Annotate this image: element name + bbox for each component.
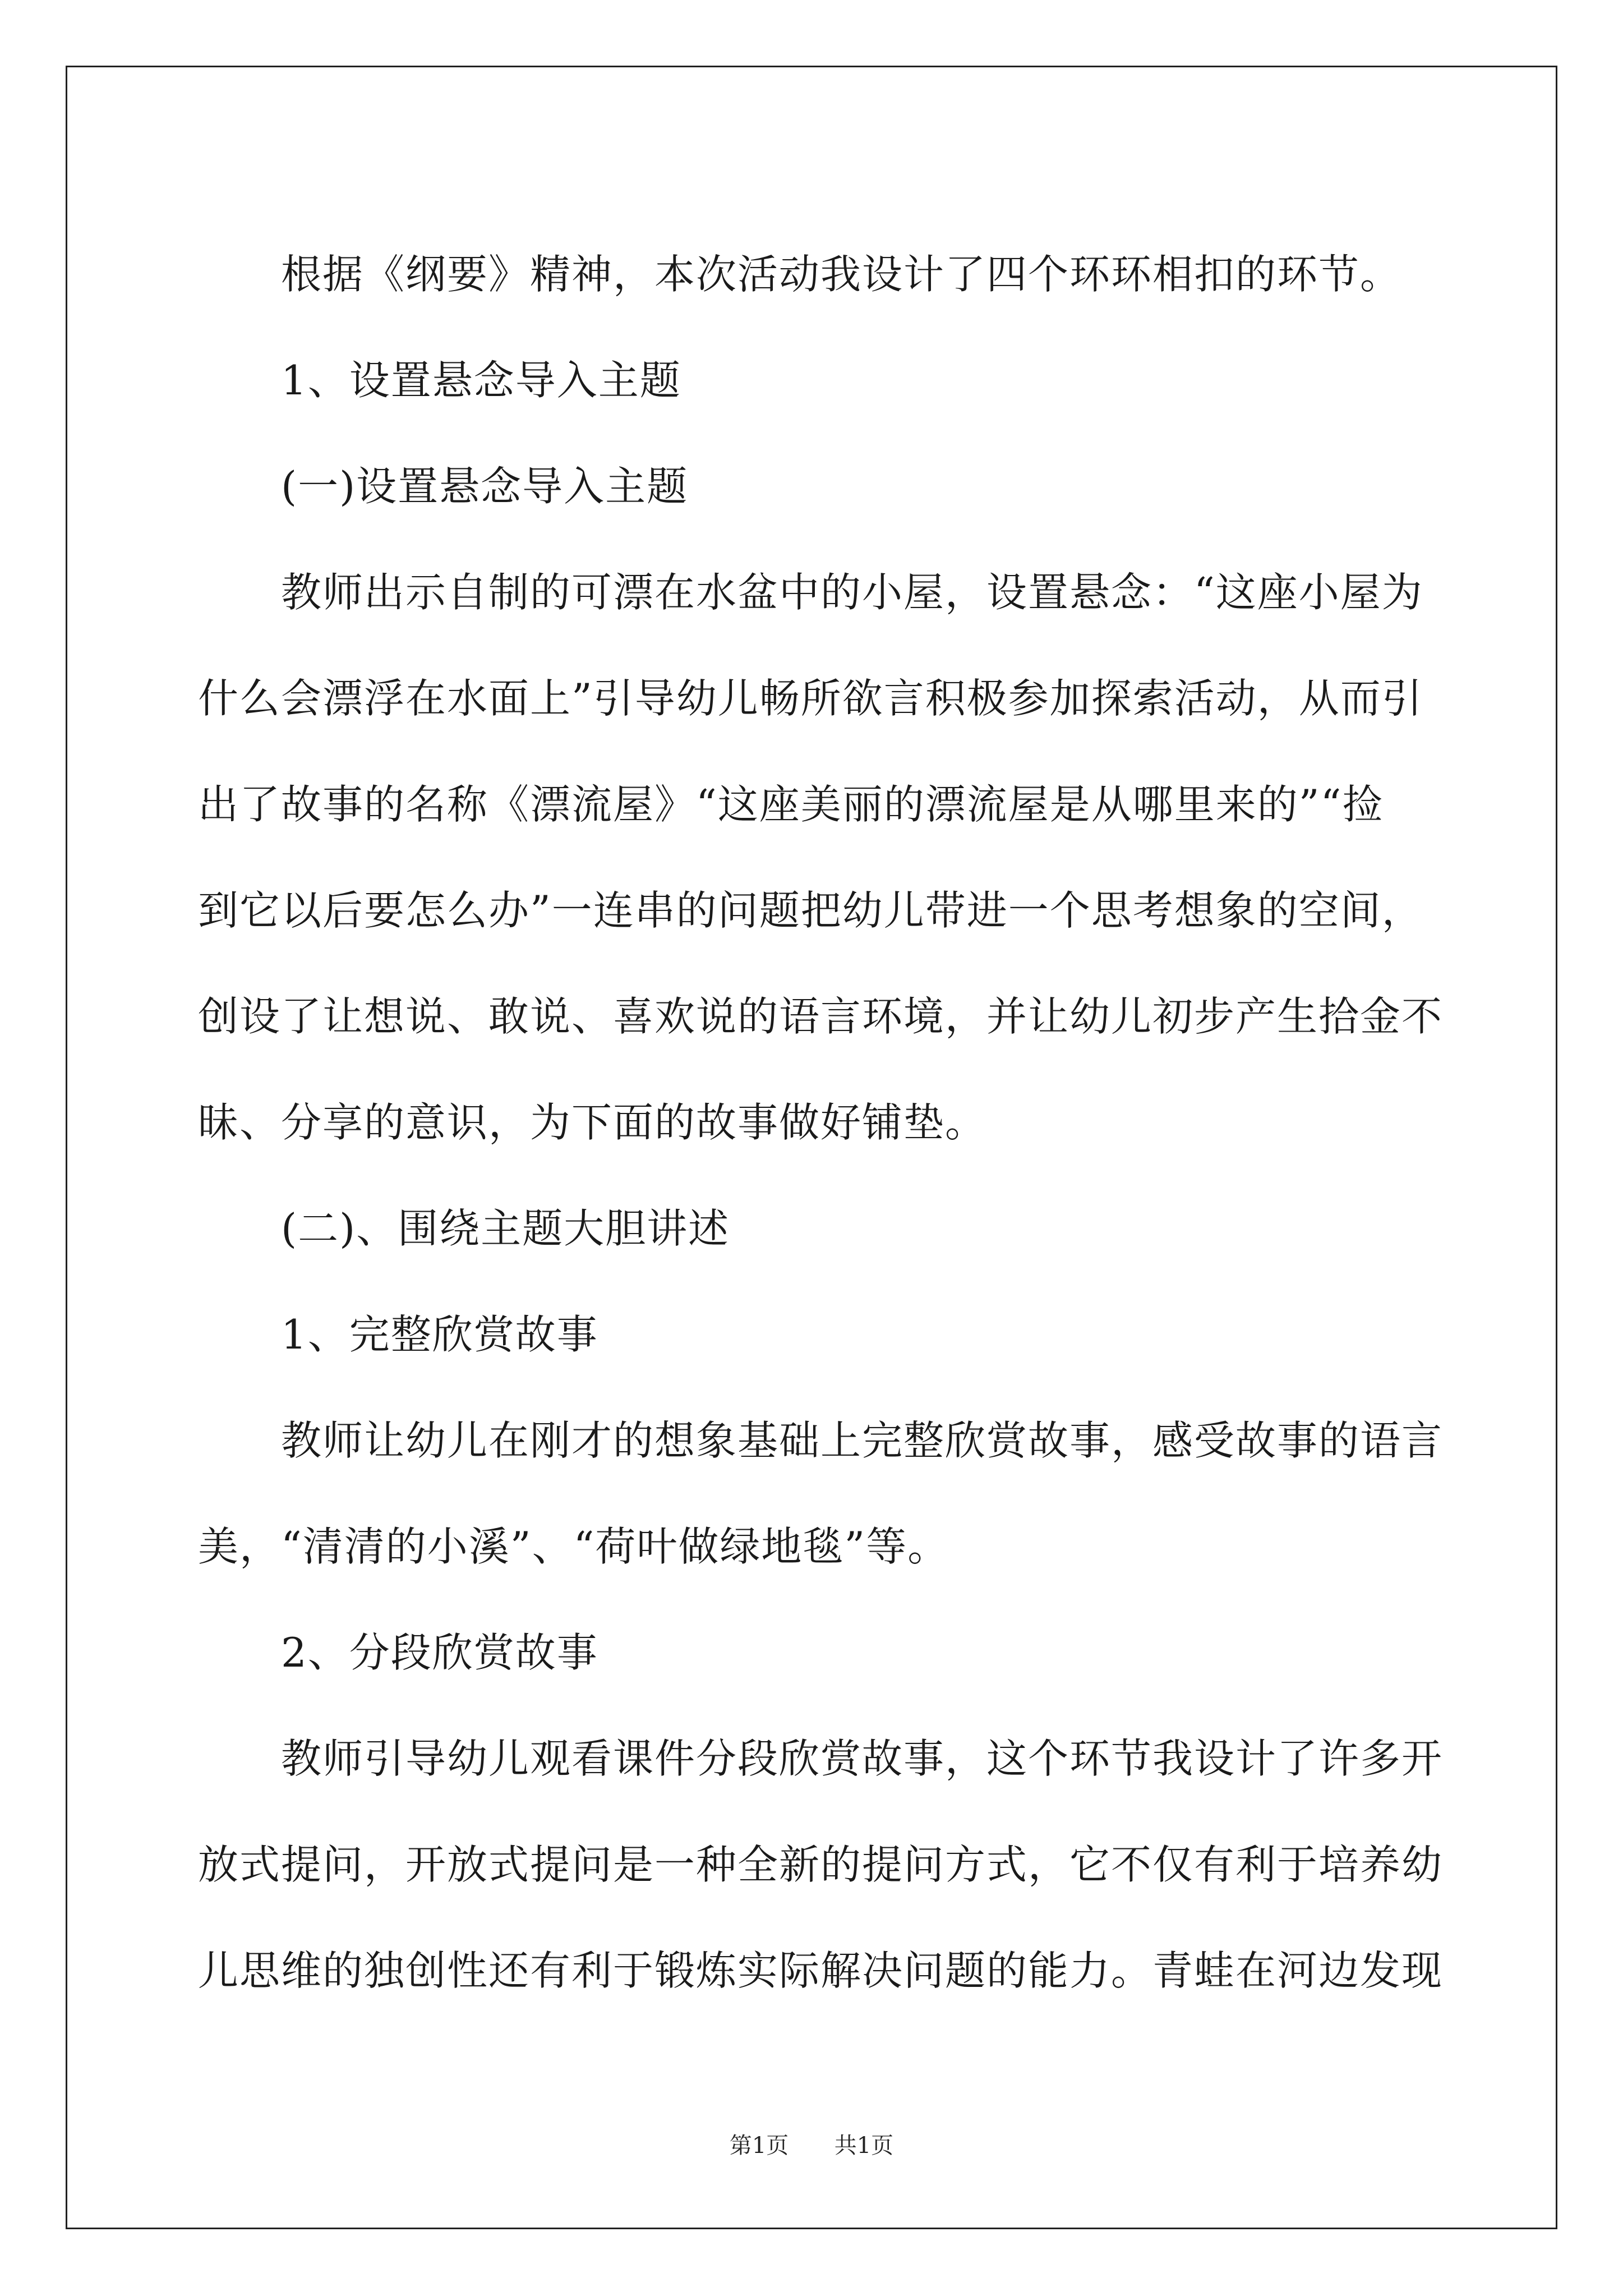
text-line: 儿思维的独创性还有利于锻炼实际解决问题的能力。青蛙在河边发现 bbox=[198, 1947, 1444, 1994]
text-line: (一)设置悬念导入主题 bbox=[198, 463, 689, 510]
text-line: 美，“清清的小溪”、“荷叶做绿地毯”等。 bbox=[198, 1523, 949, 1570]
text-line: 教师引导幼儿观看课件分段欣赏故事，这个环节我设计了许多开 bbox=[198, 1735, 1444, 1782]
text-line: 2、分段欣赏故事 bbox=[198, 1629, 598, 1676]
text-line: 教师出示自制的可漂在水盆中的小屋，设置悬念：“这座小屋为 bbox=[198, 569, 1423, 616]
text-line: (二)、围绕主题大胆讲述 bbox=[198, 1205, 730, 1252]
text-line: 1、完整欣赏故事 bbox=[198, 1311, 598, 1358]
page-total: 共1页 bbox=[834, 2133, 894, 2159]
text-line: 根据《纲要》精神，本次活动我设计了四个环环相扣的环节。 bbox=[198, 251, 1402, 298]
page-number: 第1页 bbox=[729, 2133, 789, 2159]
text-line: 创设了让想说、敢说、喜欢说的语言环境，并让幼儿初步产生拾金不 bbox=[198, 993, 1444, 1040]
page-footer bbox=[0, 2129, 1623, 2162]
text-line: 1、设置悬念导入主题 bbox=[198, 357, 681, 404]
text-line: 教师让幼儿在刚才的想象基础上完整欣赏故事，感受故事的语言 bbox=[198, 1417, 1444, 1464]
document-body bbox=[198, 222, 1444, 2024]
text-line: 什么会漂浮在水面上”引导幼儿畅所欲言积极参加探索活动，从而引 bbox=[198, 675, 1423, 722]
text-line: 放式提问，开放式提问是一种全新的提问方式，它不仅有利于培养幼 bbox=[198, 1841, 1444, 1888]
text-line: 出了故事的名称《漂流屋》“这座美丽的漂流屋是从哪里来的”“捡 bbox=[198, 781, 1384, 828]
text-line: 到它以后要怎么办”一连串的问题把幼儿带进一个思考想象的空间， bbox=[198, 887, 1423, 934]
text-line: 昧、分享的意识，为下面的故事做好铺垫。 bbox=[198, 1099, 987, 1146]
